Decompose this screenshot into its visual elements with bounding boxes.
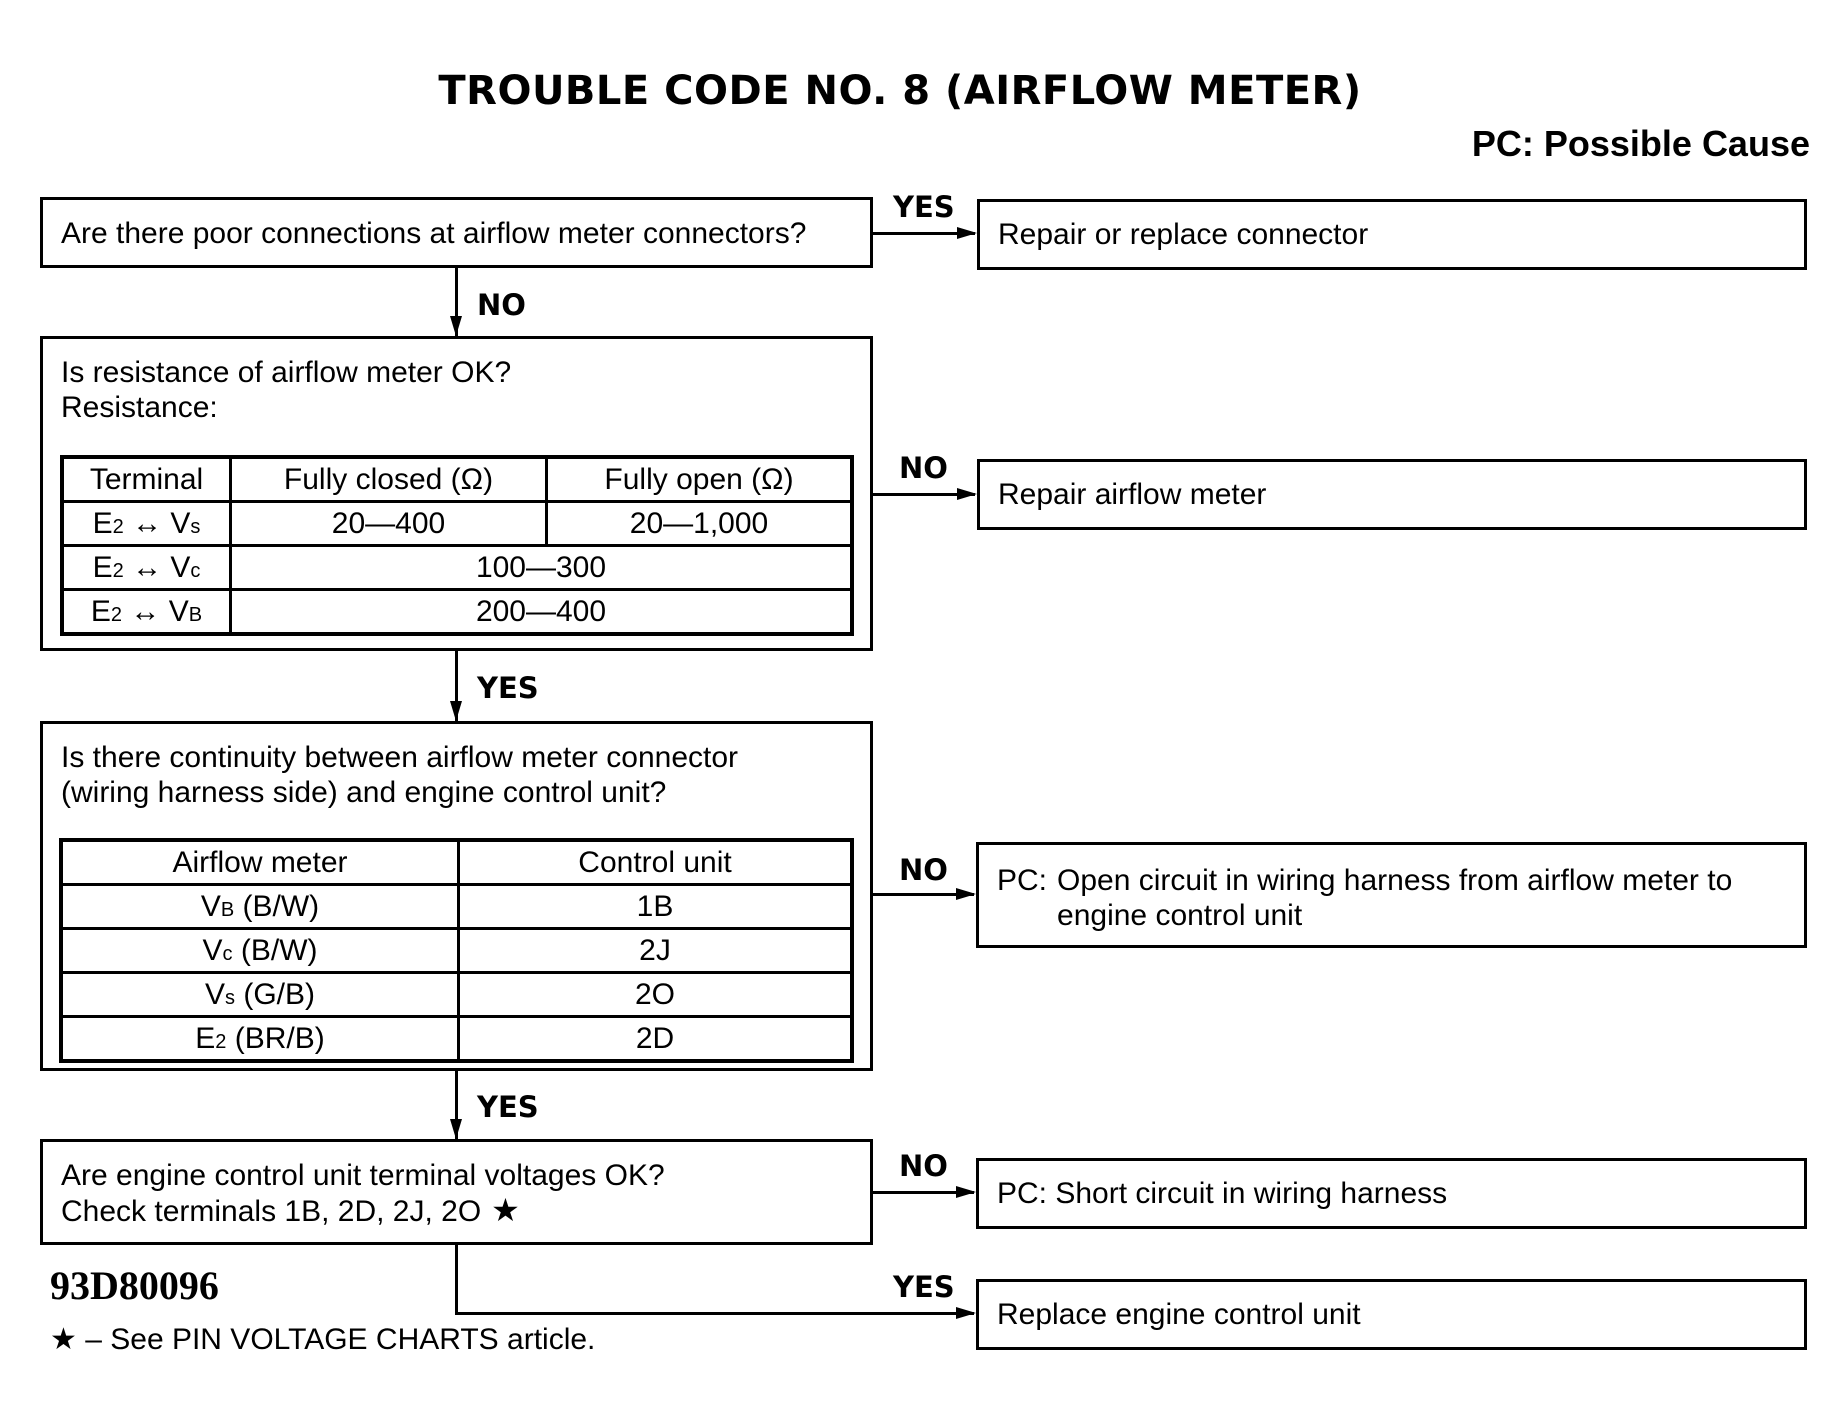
table-row	[61, 885, 852, 929]
arrow-right-icon	[956, 888, 976, 900]
table-row	[61, 1017, 852, 1062]
outcome-text: PC: Short circuit in wiring harness	[997, 1177, 1448, 1210]
table-header: Airflow meter	[61, 840, 459, 885]
table-row	[62, 502, 852, 546]
footnote: ★ – See PIN VOLTAGE CHARTS article.	[50, 1323, 596, 1356]
resistance-table	[60, 455, 854, 636]
yes-label: YES	[477, 671, 539, 705]
yes-label: YES	[477, 1090, 539, 1124]
table-header: Terminal	[62, 457, 231, 502]
control-unit-cell: 2J	[459, 929, 853, 973]
table-header: Control unit	[459, 840, 853, 885]
table-header-row	[62, 457, 852, 502]
arrow-down-icon	[450, 316, 462, 336]
connector-line	[455, 1245, 458, 1315]
figure-id: 93D80096	[50, 1263, 219, 1308]
question-box-terminal-voltages	[40, 1139, 873, 1245]
terminal-cell: E2 ↔ VB	[62, 590, 231, 635]
no-label: NO	[899, 853, 948, 887]
question-text: Is resistance of airflow meter OK?	[61, 356, 512, 389]
question-text: Are engine control unit terminal voltages OK?	[61, 1159, 665, 1192]
outcome-text: Repair or replace connector	[998, 218, 1369, 251]
table-row	[62, 546, 852, 590]
question-text: Are there poor connections at airflow meter connectors?	[61, 217, 807, 250]
outcome-text: Repair airflow meter	[998, 478, 1267, 511]
arrow-right-icon	[957, 488, 977, 500]
question-text: Is there continuity between airflow meter connector	[61, 741, 739, 774]
outcome-box-short-circuit	[976, 1158, 1807, 1229]
yes-label: YES	[893, 1270, 955, 1304]
no-label: NO	[899, 1149, 948, 1183]
outcome-box-open-circuit	[976, 842, 1807, 948]
arrow-right-icon	[956, 1186, 976, 1198]
star-icon: ★	[491, 1192, 520, 1228]
outcome-text: Replace engine control unit	[997, 1298, 1361, 1331]
arrow-right-icon	[956, 1307, 976, 1319]
chart-title: TROUBLE CODE NO. 8 (AIRFLOW METER)	[438, 68, 1362, 114]
no-label: NO	[899, 451, 948, 485]
value-cell: 20—400	[231, 502, 547, 546]
question-subtext: Check terminals 1B, 2D, 2J, 2O ★	[61, 1192, 520, 1228]
terminal-cell: E2 (BR/B)	[61, 1017, 459, 1062]
terminal-cell: VB (B/W)	[61, 885, 459, 929]
no-label: NO	[477, 288, 526, 322]
outcome-box-replace-ecu	[976, 1279, 1807, 1350]
outcome-box-repair-connector	[977, 199, 1807, 270]
legend-possible-cause: PC: Possible Cause	[1471, 123, 1810, 164]
control-unit-cell: 2D	[459, 1017, 853, 1062]
table-row	[61, 973, 852, 1017]
outcome-text: PC: Open circuit in wiring harness from airflow meter to engine control unit	[997, 864, 1733, 932]
continuity-table	[59, 838, 854, 1063]
table-header: Fully closed (Ω)	[231, 457, 547, 502]
value-cell: 100—300	[231, 546, 853, 590]
arrow-right-icon	[957, 227, 977, 239]
question-box-connections	[40, 197, 873, 268]
yes-label: YES	[893, 190, 955, 224]
table-row	[61, 929, 852, 973]
table-row	[62, 590, 852, 635]
value-cell: 200—400	[231, 590, 853, 635]
control-unit-cell: 2O	[459, 973, 853, 1017]
table-header-row	[61, 840, 852, 885]
terminal-cell: E2 ↔ Vc	[62, 546, 231, 590]
table-header: Fully open (Ω)	[547, 457, 853, 502]
terminal-cell: E2 ↔ Vs	[62, 502, 231, 546]
value-cell: 20—1,000	[547, 502, 853, 546]
question-subtext: Resistance:	[61, 391, 218, 424]
arrow-down-icon	[450, 1119, 462, 1139]
question-subtext: (wiring harness side) and engine control unit?	[61, 776, 667, 809]
connector-line	[455, 1312, 974, 1315]
arrow-down-icon	[450, 701, 462, 721]
control-unit-cell: 1B	[459, 885, 853, 929]
outcome-box-repair-airflow-meter	[977, 459, 1807, 530]
terminal-cell: Vc (B/W)	[61, 929, 459, 973]
terminal-cell: Vs (G/B)	[61, 973, 459, 1017]
